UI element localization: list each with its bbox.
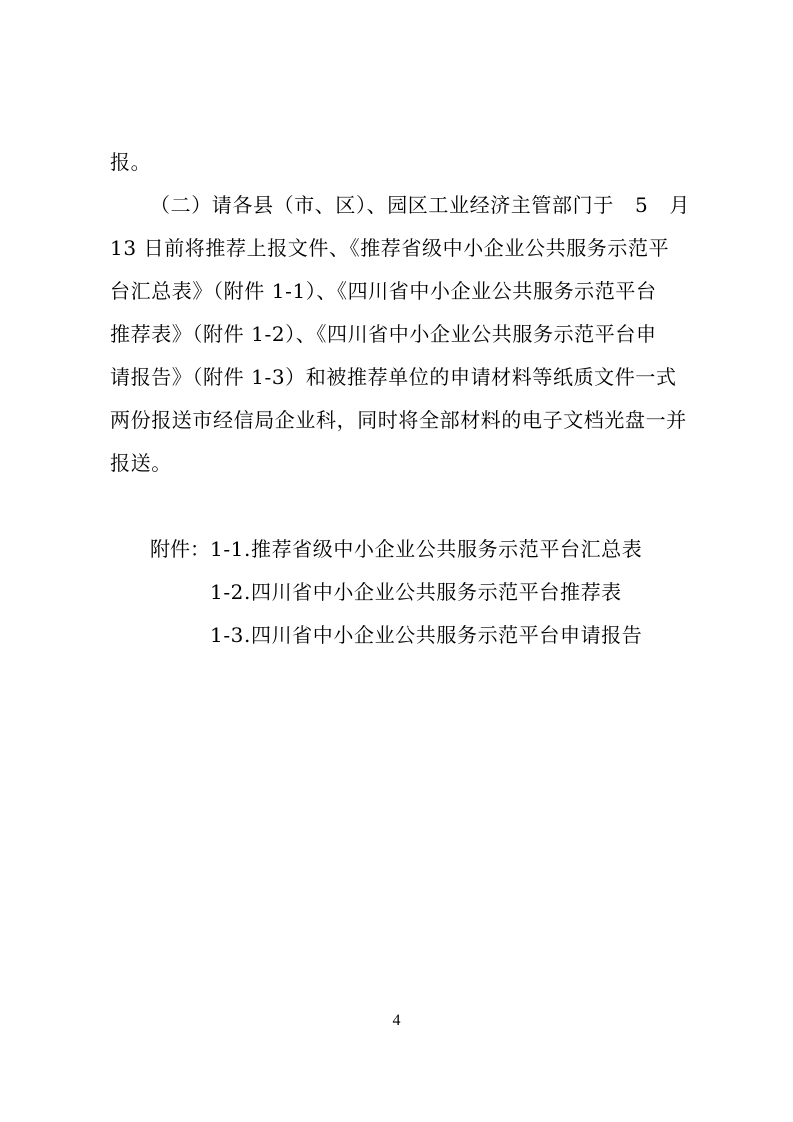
- paragraph-2-line-4: 推荐表》（附件 1-2）、《四川省中小企业公共服务示范平台申: [110, 322, 657, 346]
- paragraph-2-line-1-month: 月: [669, 193, 690, 217]
- attachment-item-2: 1-2.四川省中小企业公共服务示范平台推荐表: [210, 580, 622, 604]
- page-number: 4: [392, 1012, 401, 1029]
- paragraph-2-line-1-day: 5: [634, 193, 649, 217]
- paragraph-2-line-7: 报送。: [110, 451, 172, 475]
- attachments-label: 附件：: [150, 537, 210, 561]
- paragraph-2-line-3: 台汇总表》（附件 1-1）、《四川省中小企业公共服务示范平台: [110, 279, 657, 303]
- paragraph-2-line-1-text: （二）请各县（市、区）、园区工业经济主管部门于: [150, 193, 614, 217]
- paragraph-2-line-5: 请报告》（附件 1-3）和被推荐单位的申请材料等纸质文件一式: [110, 365, 677, 389]
- paragraph-2-line-1: [150, 193, 690, 217]
- paragraph-1-tail: 报。: [110, 150, 152, 174]
- paragraph-2-line-2: 13 日前将推荐上报文件、《推荐省级中小企业公共服务示范平: [110, 236, 670, 260]
- attachment-item-3: 1-3.四川省中小企业公共服务示范平台申请报告: [210, 623, 643, 647]
- attachment-item-1: 1-1.推荐省级中小企业公共服务示范平台汇总表: [210, 537, 643, 561]
- paragraph-2-line-6: 两份报送市经信局企业科，同时将全部材料的电子文档光盘一并: [110, 408, 687, 432]
